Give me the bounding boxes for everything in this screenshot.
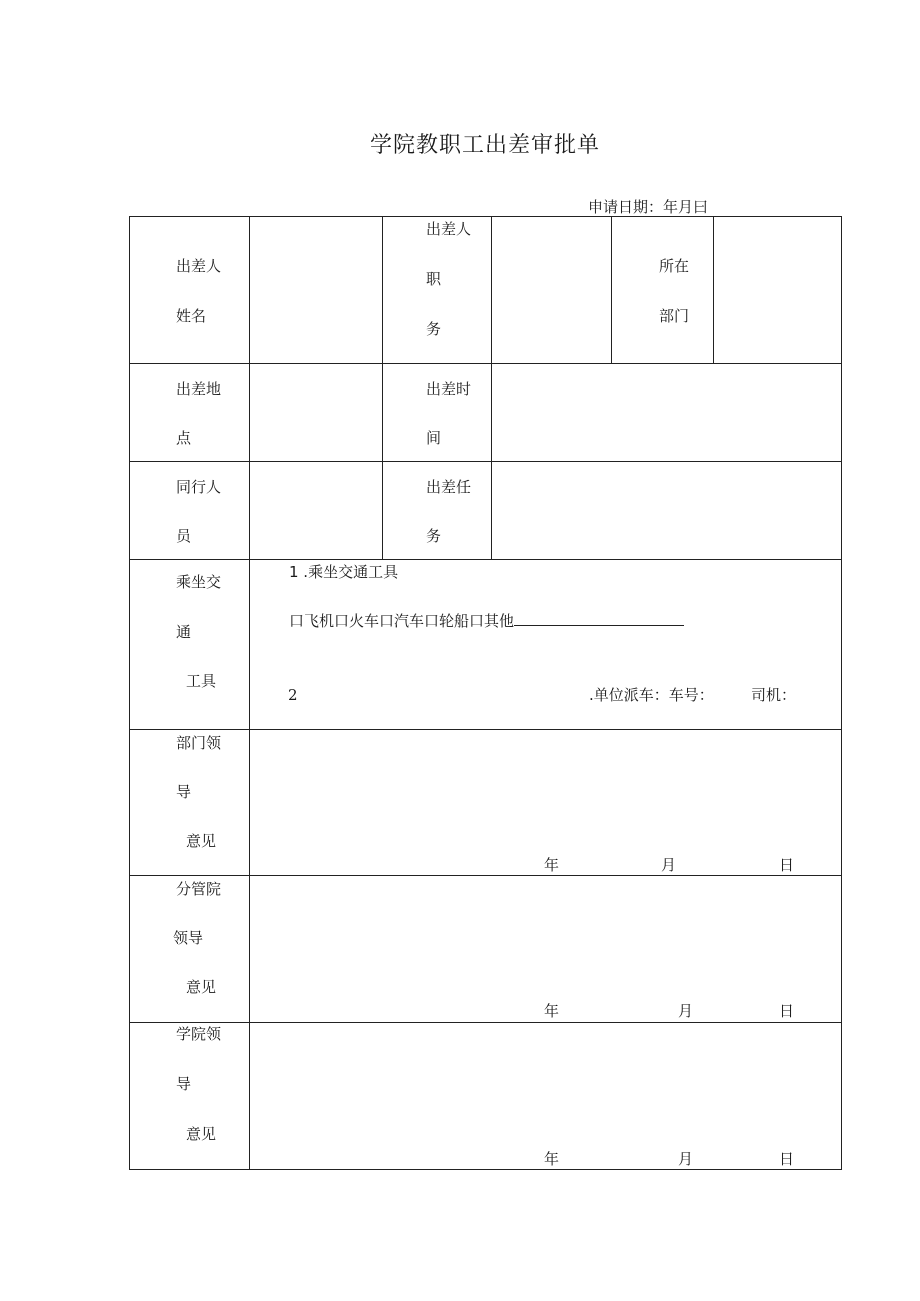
branch-leader-opinion-field[interactable] [250, 876, 841, 996]
row-divider [129, 559, 842, 560]
traveler-name-field[interactable] [250, 217, 382, 363]
destination-label: 出差地 [176, 380, 222, 398]
approval-form-table [129, 216, 842, 1169]
dept-leader-opinion-field[interactable] [250, 730, 841, 850]
apply-date-label: 申请日期：年月曰 [588, 198, 709, 216]
dept-leader-label: 意见 [186, 832, 217, 850]
date-day: 日 [779, 1150, 795, 1168]
travel-time-label: 出差时 [426, 380, 472, 398]
date-month: 月 [678, 1150, 694, 1168]
transport-label: 乘坐交 [176, 573, 222, 591]
college-leader-label: 学院领 [176, 1025, 222, 1043]
department-label: 部门 [659, 307, 690, 325]
transport-item-2-number: 2 [288, 686, 298, 704]
traveler-position-label: 出差人 [426, 220, 472, 238]
branch-leader-label: 分管院 [176, 880, 222, 898]
branch-leader-label: 领导 [173, 929, 204, 947]
companions-field[interactable] [250, 462, 382, 559]
driver-label: 司机： [751, 686, 797, 704]
destination-label: 点 [176, 429, 192, 447]
table-border-left [129, 216, 130, 1170]
transport-label: 工具 [186, 672, 217, 690]
traveler-position-field[interactable] [492, 217, 611, 363]
date-year: 年 [544, 1002, 560, 1020]
traveler-position-label: 务 [426, 320, 442, 338]
date-month: 月 [678, 1002, 694, 1020]
companions-label: 同行人 [176, 478, 222, 496]
travel-time-label: 间 [426, 429, 442, 447]
date-day: 日 [779, 856, 795, 874]
task-label: 务 [426, 527, 442, 545]
college-leader-label: 导 [176, 1075, 192, 1093]
transport-options-text: 口飞机口火车口汽车口轮船口其他 [289, 612, 515, 630]
transport-label: 通 [176, 623, 192, 641]
traveler-name-label: 姓名 [176, 307, 207, 325]
department-label: 所在 [659, 257, 690, 275]
dept-leader-label: 导 [176, 783, 192, 801]
column-divider [611, 216, 612, 364]
other-transport-blank[interactable] [514, 611, 684, 626]
unit-vehicle-label: .单位派车：车号： [589, 686, 714, 704]
table-border-bottom [129, 1169, 842, 1170]
transport-item-1: 1 .乘坐交通工具 [289, 563, 399, 581]
branch-leader-label: 意见 [186, 978, 217, 996]
college-leader-label: 意见 [186, 1125, 217, 1143]
destination-field[interactable] [250, 364, 382, 461]
form-title: 学院教职工出差审批单 [369, 133, 600, 158]
date-year: 年 [544, 1150, 560, 1168]
traveler-name-label: 出差人 [176, 257, 222, 275]
companions-label: 员 [176, 527, 192, 545]
traveler-position-label: 职 [426, 270, 442, 288]
dept-leader-label: 部门领 [176, 734, 222, 752]
table-border-right [841, 216, 842, 1170]
column-divider [382, 216, 383, 560]
task-label: 出差任 [426, 478, 472, 496]
department-field[interactable] [714, 217, 841, 363]
date-day: 日 [779, 1002, 795, 1020]
travel-time-field[interactable] [492, 364, 841, 461]
college-leader-opinion-field[interactable] [250, 1023, 841, 1143]
date-year: 年 [544, 856, 560, 874]
transport-options[interactable] [289, 611, 684, 630]
task-field[interactable] [492, 462, 841, 559]
date-month: 月 [661, 856, 677, 874]
